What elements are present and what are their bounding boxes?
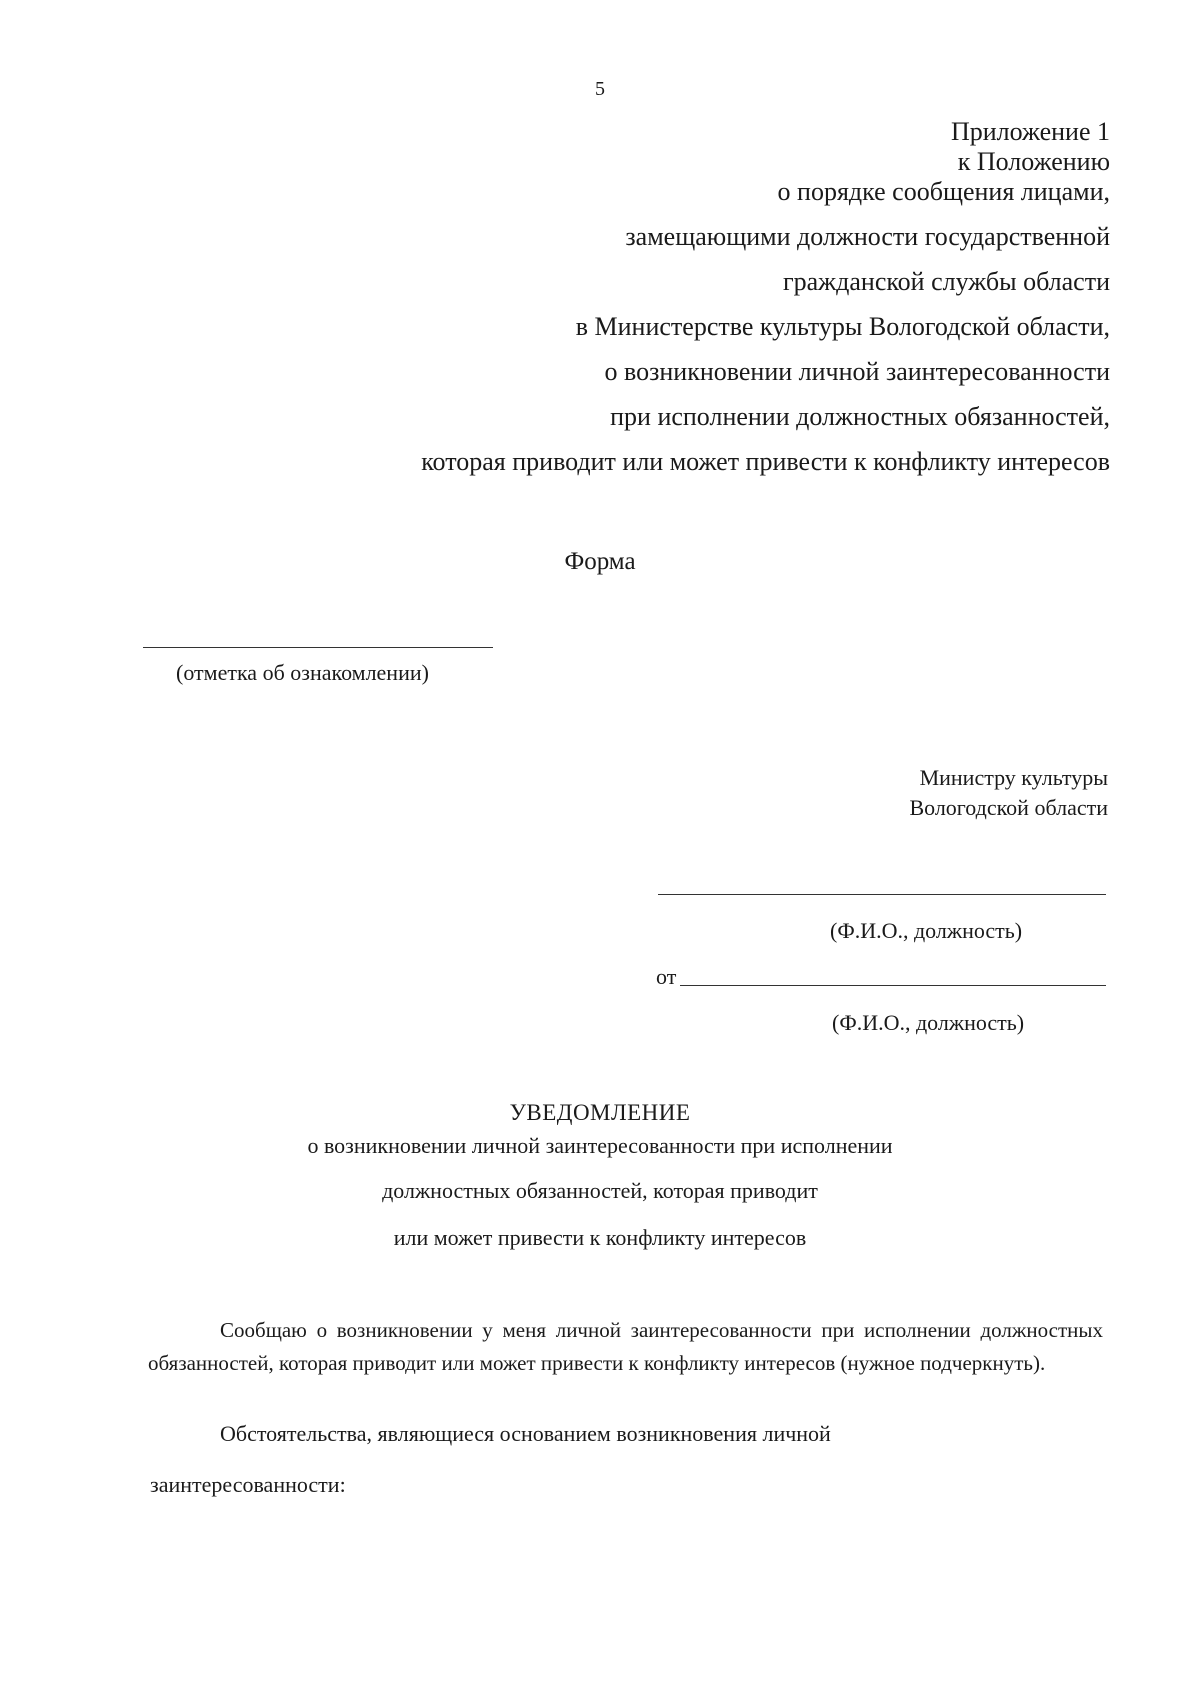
header-line: гражданской службы области [782,267,1110,296]
header-line: о порядке сообщения лицами, [777,177,1110,206]
header-line: в Министерстве культуры Вологодской области, [575,312,1110,341]
body-paragraph-line: Обстоятельства, являющиеся основанием возникновения личной [220,1421,831,1446]
fio-caption: (Ф.И.О., должность) [830,918,1023,943]
body-paragraph-line: заинтересованности: [150,1472,346,1497]
from-label: от [656,964,677,989]
notice-subtitle-line: или может привести к конфликту интересов [393,1225,807,1250]
acknowledgement-caption: (отметка об ознакомлении) [176,660,429,685]
header-line: Приложение 1 [950,117,1110,146]
notice-title: УВЕДОМЛЕНИЕ [509,1100,691,1125]
addressee-line: Министру культуры [919,765,1108,790]
header-line: о возникновении личной заинтересованности [604,357,1110,386]
acknowledgement-line [143,647,493,648]
fio-caption: (Ф.И.О., должность) [832,1010,1025,1035]
fio-line [658,894,1106,895]
header-line: замещающими должности государственной [625,222,1110,251]
from-line [680,985,1106,986]
body-paragraph: Сообщаю о возникновении у меня личной заинтересованности при исполнении должностных обязанностей, которая приводит или может привести к конфликту интересов (нужное подчеркнуть). [148,1318,1103,1375]
notice-subtitle-line: должностных обязанностей, которая приводит [382,1178,818,1203]
notice-subtitle-line: о возникновении личной заинтересованности при исполнении [307,1133,893,1158]
form-label: Форма [564,548,636,575]
page-number: 5 [595,78,605,100]
header-line: к Положению [957,147,1110,176]
addressee-line: Вологодской области [909,795,1108,820]
header-line: при исполнении должностных обязанностей, [610,402,1110,431]
header-line: которая приводит или может привести к конфликту интересов [421,447,1110,476]
